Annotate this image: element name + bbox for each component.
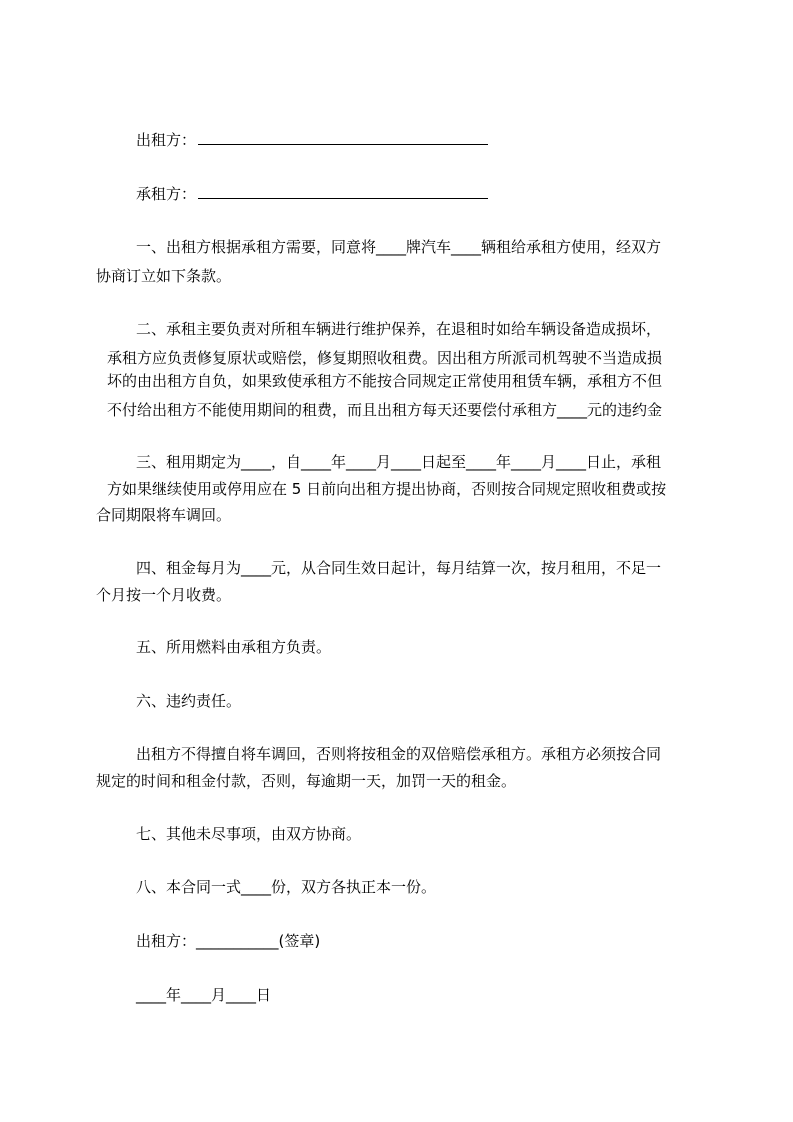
clause-4-line-2: 个月按一个月收费。 xyxy=(96,586,232,604)
clause-5: 五、所用燃料由承租方负责。 xyxy=(136,638,332,656)
lessor-blank xyxy=(198,127,488,145)
lessee-label: 承租方： xyxy=(136,185,197,203)
clause-6-heading: 六、违约责任。 xyxy=(136,692,242,710)
clause-8: 八、本合同一式____份，双方各执正本一份。 xyxy=(136,878,437,896)
signature-lessor-line: 出租方：___________(签章) xyxy=(136,932,321,950)
lessor-line xyxy=(96,126,702,155)
clause-3-line-2: 方如果继续使用或停用应在 5 日前向出租方提出协商，否则按合同规定照收租费或按 xyxy=(107,480,667,498)
clause-6-line-2: 规定的时间和租金付款，否则，每逾期一天，加罚一天的租金。 xyxy=(96,772,517,790)
clause-2-line-3: 坏的由出租方自负，如果致使承租方不能按合同规定正常使用租赁车辆，承租方不但 xyxy=(107,372,663,390)
clause-1-line-2: 协商订立如下条款。 xyxy=(96,267,232,285)
lessor-label: 出租方： xyxy=(136,131,197,149)
clause-7: 七、其他未尽事项，由双方协商。 xyxy=(136,825,362,843)
lessee-blank xyxy=(198,181,488,199)
lessee-line xyxy=(96,180,702,209)
clause-2-line-2: 承租方应负责修复原状或赔偿，修复期照收租费。因出租方所派司机驾驶不当造成损 xyxy=(107,349,663,367)
clause-3-line-3: 合同期限将车调回。 xyxy=(96,506,232,524)
clause-2-line-1: 二、承租主要负责对所租车辆进行维护保养，在退租时如给车辆设备造成损坏， xyxy=(136,320,662,338)
signature-date-line: ____年____月____日 xyxy=(136,986,272,1004)
clause-1-line-1: 一、出租方根据承租方需要，同意将____牌汽车____辆租给承租方使用，经双方 xyxy=(136,238,662,256)
clause-2-line-4: 不付给出租方不能使用期间的租费，而且出租方每天还要偿付承租方____元的违约金 xyxy=(107,401,663,419)
clause-3-line-1: 三、租用期定为____，自____年____月____日起至____年____月____日止，承租 xyxy=(136,453,662,471)
clause-4-line-1: 四、租金每月为____元，从合同生效日起计，每月结算一次，按月租用，不足一 xyxy=(136,559,662,577)
clause-6-line-1: 出租方不得擅自将车调回，否则将按租金的双倍赔偿承租方。承租方必须按合同 xyxy=(136,745,662,763)
